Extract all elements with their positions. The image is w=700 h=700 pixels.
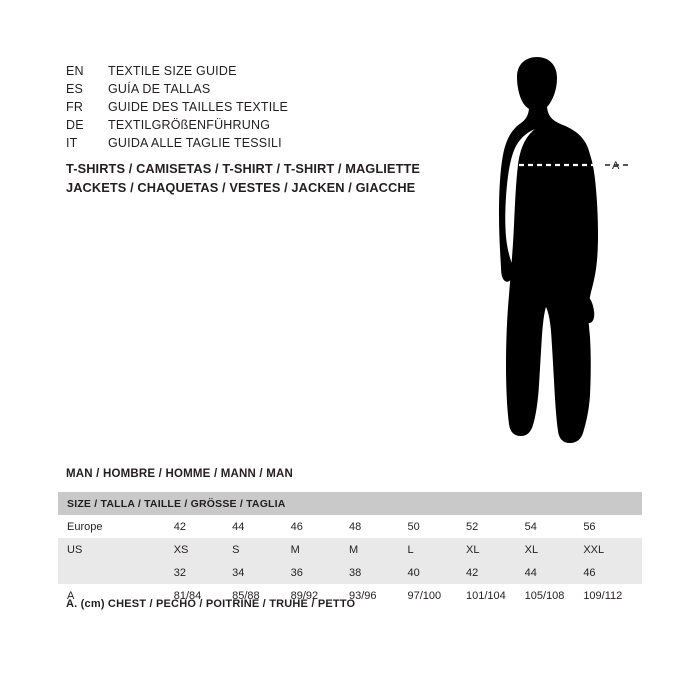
category-headings xyxy=(66,159,496,197)
size-table xyxy=(58,492,642,607)
cell: XL xyxy=(466,538,525,561)
silhouette-svg xyxy=(455,55,665,455)
language-row xyxy=(66,64,466,82)
language-text: GUIDA ALLE TAGLIE TESSILI xyxy=(108,136,282,150)
cell: 85/88 xyxy=(232,589,260,602)
cell: 89/92 xyxy=(290,589,319,602)
cell: 101/104 xyxy=(466,589,506,602)
cell: XS xyxy=(174,538,232,561)
row-label xyxy=(58,561,174,584)
cell: 97/100 xyxy=(407,589,442,602)
cell: 46 xyxy=(583,561,642,584)
cell: 54 xyxy=(524,520,537,533)
cell: 32 xyxy=(174,561,232,584)
table-row xyxy=(58,561,642,584)
language-text: TEXTILGRÖßENFÜHRUNG xyxy=(108,118,271,132)
language-row xyxy=(66,82,466,100)
cell: 109/112 xyxy=(583,589,623,602)
category-line-jackets: JACKETS / CHAQUETAS / VESTES / JACKEN / GIACCHE xyxy=(66,180,416,195)
cell: 93/96 xyxy=(349,589,377,602)
row-label: A xyxy=(67,589,75,602)
cell: 38 xyxy=(349,561,407,584)
language-code: IT xyxy=(66,136,78,150)
measure-label-a: A xyxy=(612,160,620,172)
language-code: FR xyxy=(66,100,84,114)
table-header-row xyxy=(58,492,642,515)
language-code: DE xyxy=(66,118,84,132)
language-row xyxy=(66,118,466,136)
cell: 52 xyxy=(466,520,479,533)
language-row xyxy=(66,136,466,154)
table-title-man: MAN / HOMBRE / HOMME / MANN / MAN xyxy=(66,468,294,480)
language-text: GUÍA DE TALLAS xyxy=(108,82,211,96)
cell: 105/108 xyxy=(524,589,565,602)
cell: 81/84 xyxy=(173,589,202,602)
cell: 56 xyxy=(583,520,596,533)
cell: 34 xyxy=(232,561,290,584)
language-text: TEXTILE SIZE GUIDE xyxy=(108,64,237,78)
cell: 46 xyxy=(290,520,303,533)
cell: 36 xyxy=(291,561,349,584)
cell: S xyxy=(232,538,290,561)
row-label: US xyxy=(58,538,174,561)
language-row xyxy=(66,100,466,118)
table-row xyxy=(58,515,642,538)
table-row xyxy=(58,538,642,561)
cell: XL xyxy=(525,538,584,561)
row-label: Europe xyxy=(67,520,103,533)
category-line-tshirts: T-SHIRTS / CAMISETAS / T-SHIRT / T-SHIRT / MAGLIETTE xyxy=(66,161,421,176)
language-text: GUIDE DES TAILLES TEXTILE xyxy=(108,100,289,114)
cell: 44 xyxy=(525,561,584,584)
man-silhouette-illustration xyxy=(455,55,665,455)
cell: M xyxy=(291,538,349,561)
language-code: ES xyxy=(66,82,84,96)
footnote-chest-measure: A. (cm) CHEST / PECHO / POITRINE / TRUHE / PETTO xyxy=(66,598,356,610)
language-list xyxy=(66,64,466,154)
cell: 48 xyxy=(349,520,362,533)
cell: 50 xyxy=(407,520,420,533)
cell: L xyxy=(407,538,466,561)
cell: XXL xyxy=(583,538,642,561)
cell: 44 xyxy=(232,520,245,533)
table-header-label: SIZE / TALLA / TAILLE / GRÖSSE / TAGLIA xyxy=(58,492,642,515)
cell: M xyxy=(349,538,407,561)
language-code: EN xyxy=(66,64,84,78)
cell: 42 xyxy=(173,520,186,533)
cell: 42 xyxy=(466,561,525,584)
cell: 40 xyxy=(407,561,466,584)
